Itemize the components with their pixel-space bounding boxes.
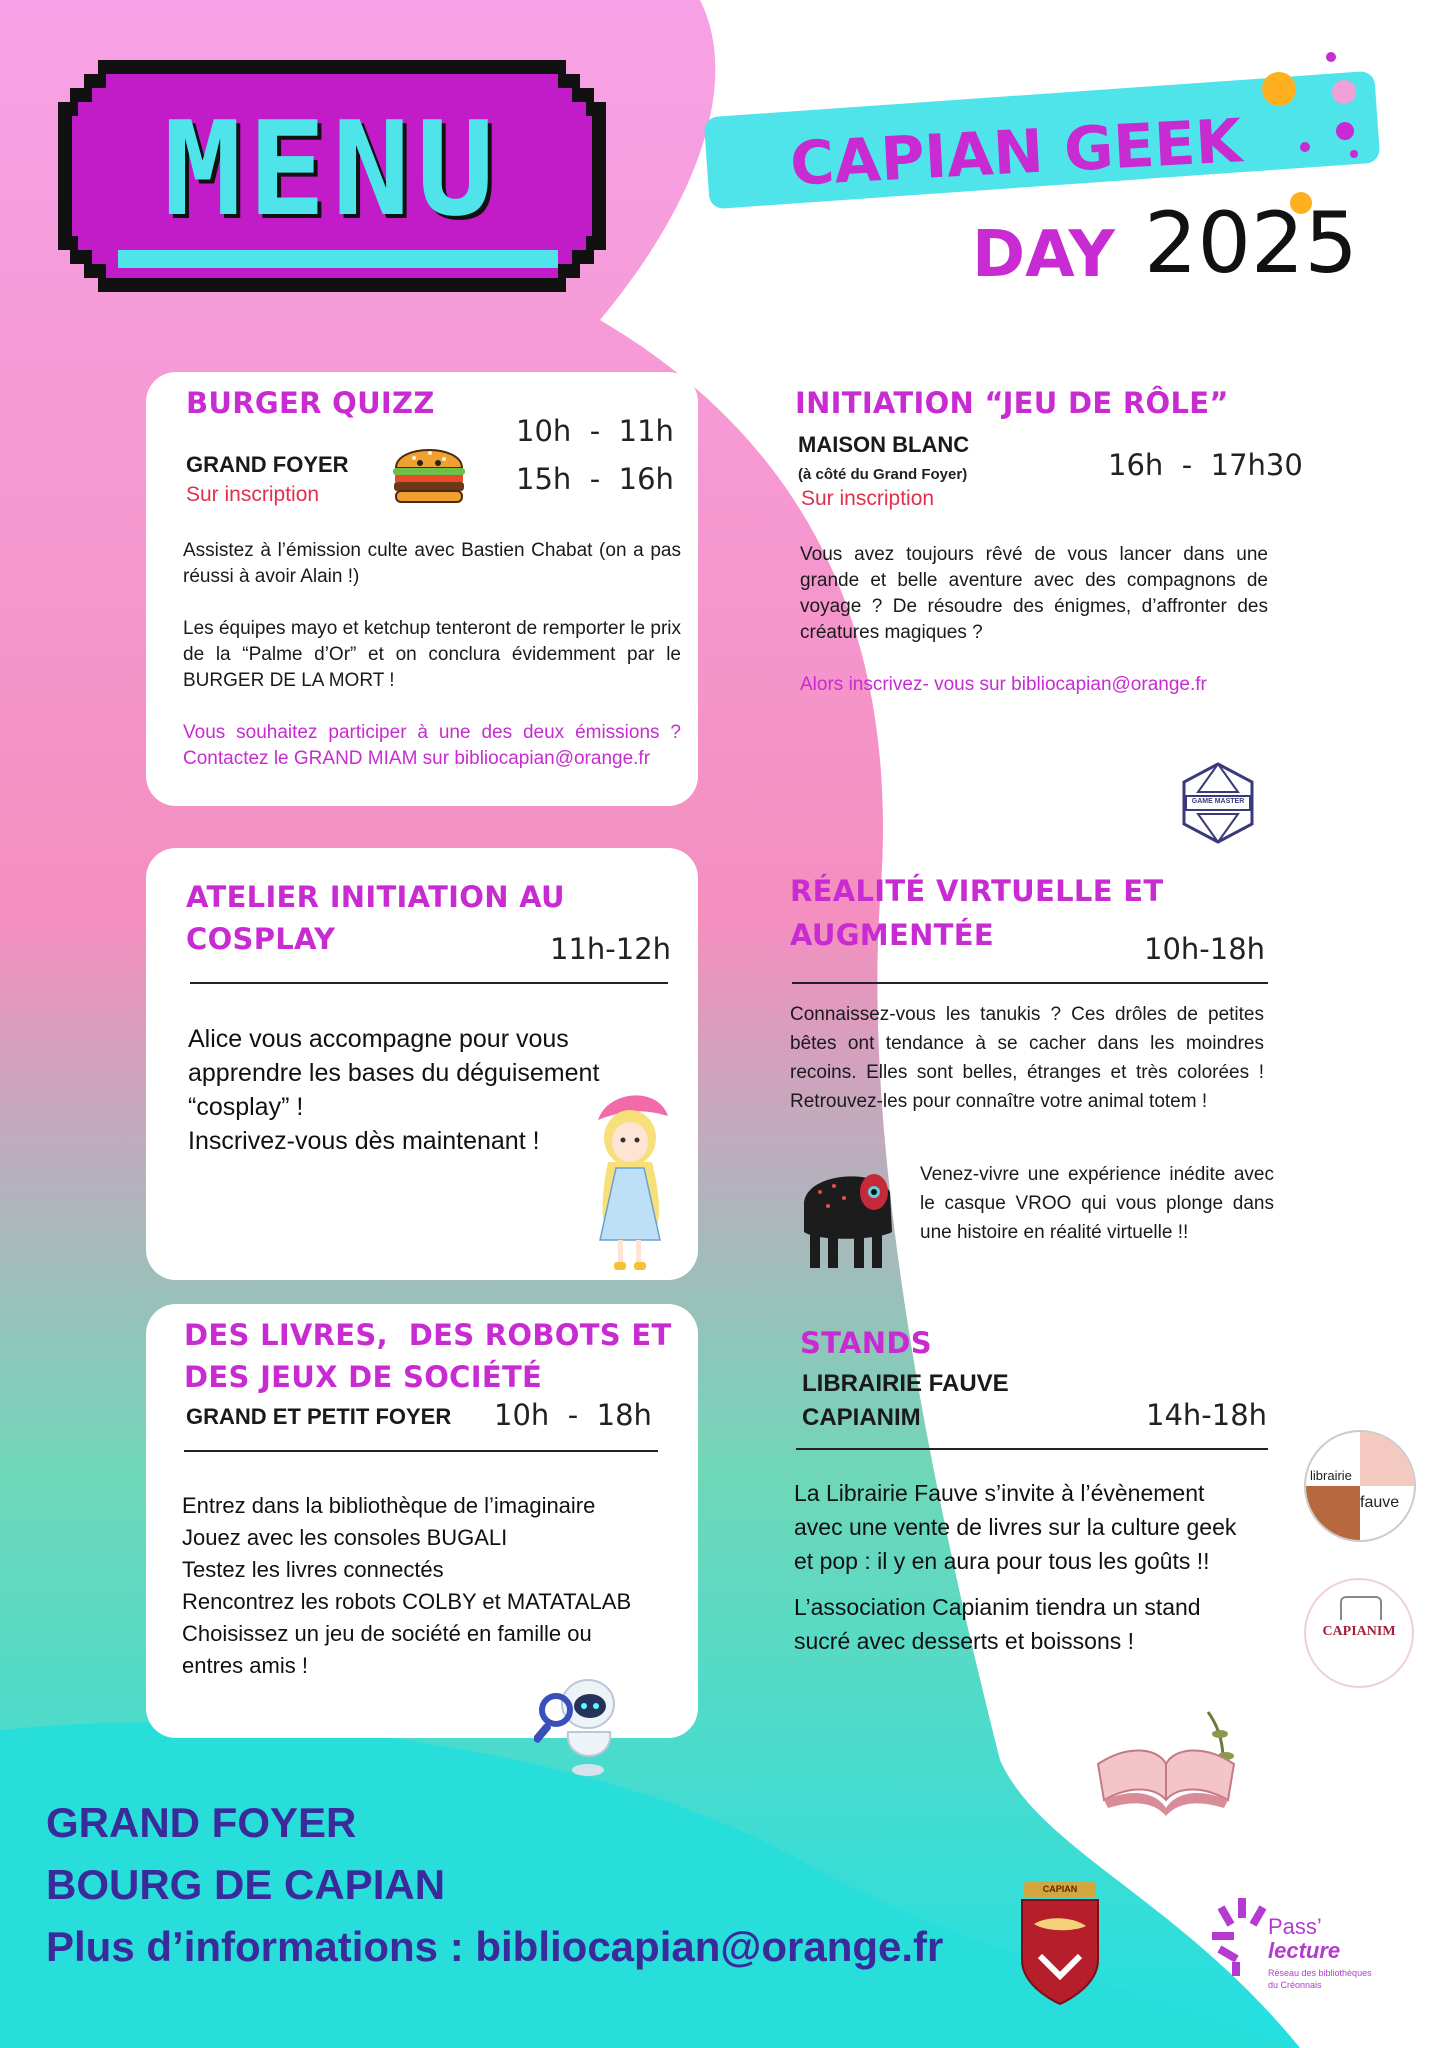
livres-line-2: Jouez avec les consoles BUGALI bbox=[182, 1525, 508, 1550]
livres-list bbox=[182, 1490, 662, 1682]
menu-word: MENU bbox=[163, 93, 501, 245]
stands-title: STANDS bbox=[800, 1326, 932, 1360]
burger-time-2: 15h - 16h bbox=[516, 462, 674, 496]
librairie-logo-bottom: fauve bbox=[1360, 1494, 1400, 1511]
cosplay-line-4: Inscrivez-vous dès maintenant ! bbox=[188, 1127, 540, 1155]
pass-lecture-line-2: lecture bbox=[1268, 1938, 1341, 1963]
capian-crest-logo bbox=[1016, 1880, 1104, 2008]
jdr-time: 16h - 17h30 bbox=[1108, 448, 1303, 482]
livres-divider bbox=[184, 1450, 658, 1452]
event-year: 2025 bbox=[1144, 194, 1358, 292]
livres-line-1: Entrez dans la bibliothèque de l’imaginaire bbox=[182, 1493, 596, 1518]
cosplay-description bbox=[188, 1022, 648, 1158]
game-master-label: GAME MASTER bbox=[1191, 798, 1245, 805]
cosplay-line-2: apprendre les bases du déguisement bbox=[188, 1059, 600, 1087]
cosplay-line-3: “cosplay” ! bbox=[188, 1093, 304, 1121]
jdr-signup: Sur inscription bbox=[801, 487, 935, 510]
burger-paragraph-2: Les équipes mayo et ketchup tenteront de remporter le prix de la “Palme d’Or” et on conclura évidemment par le BURGER DE LA MORT ! bbox=[183, 618, 681, 691]
stands-divider bbox=[796, 1448, 1268, 1450]
pass-lecture-line-1: Pass’ bbox=[1268, 1914, 1322, 1939]
burger-time-1: 10h - 11h bbox=[516, 414, 674, 448]
cosplay-title-line2: COSPLAY bbox=[186, 922, 336, 956]
event-title-line1: CAPIAN GEEK bbox=[788, 106, 1244, 200]
jdr-description bbox=[800, 542, 1268, 724]
burger-signup: Sur inscription bbox=[186, 483, 320, 506]
footer-address bbox=[46, 1792, 943, 1978]
burger-description bbox=[183, 538, 681, 798]
livres-line-5: Choisissez un jeu de société en famille ou bbox=[182, 1621, 592, 1646]
event-day: DAY bbox=[972, 218, 1115, 292]
jdr-contact: Alors inscrivez- vous sur bibliocapian@orange.fr bbox=[800, 674, 1207, 695]
burger-place: GRAND FOYER bbox=[186, 452, 349, 477]
pass-lecture-sub-2: du Créonnais bbox=[1268, 1980, 1322, 1990]
librairie-logo-top: librairie bbox=[1310, 1468, 1352, 1483]
vr-title-line1: RÉALITÉ VIRTUELLE ET bbox=[790, 874, 1164, 908]
jdr-place-note: (à côté du Grand Foyer) bbox=[798, 466, 968, 483]
cosplay-title-line1: ATELIER INITIATION AU bbox=[186, 880, 565, 914]
footer-info: Plus d’informations : bibliocapian@orange.fr bbox=[46, 1923, 944, 1970]
stands-paragraph-2: L’association Capianim tiendra un stand sucré avec desserts et boissons ! bbox=[794, 1594, 1201, 1654]
stands-paragraph-1: La Librairie Fauve s’invite à l’évènement avec une vente de livres sur la culture geek et pop : il y en aura pour tous les goûts !! bbox=[794, 1480, 1237, 1574]
jdr-place: MAISON BLANC bbox=[798, 432, 970, 457]
stands-time: 14h-18h bbox=[1146, 1398, 1268, 1432]
capian-crest-label: CAPIAN bbox=[1042, 1884, 1078, 1894]
stands-description bbox=[794, 1476, 1244, 1658]
vr-experience: Venez-vivre une expérience inédite avec le casque VROO qui vous plonge dans une histoire en réalité virtuelle !! bbox=[920, 1164, 1274, 1243]
vr-title-line2: AUGMENTÉE bbox=[790, 918, 994, 952]
burger-title: BURGER QUIZZ bbox=[186, 386, 435, 420]
capianim-logo bbox=[1304, 1578, 1414, 1688]
stands-name-1: LIBRAIRIE FAUVE bbox=[802, 1370, 1009, 1397]
jdr-title: INITIATION “JEU DE RÔLE” bbox=[795, 386, 1229, 420]
cosplay-time: 11h-12h bbox=[550, 932, 672, 966]
pass-lecture-logo bbox=[1212, 1894, 1392, 2004]
cosplay-divider bbox=[190, 982, 668, 984]
robot-illustration bbox=[534, 1674, 626, 1778]
cosplay-line-1: Alice vous accompagne pour vous bbox=[188, 1025, 569, 1053]
tanuki-illustration bbox=[798, 1162, 898, 1272]
open-book-illustration bbox=[1088, 1704, 1244, 1824]
vr-description: Connaissez-vous les tanukis ? Ces drôles de petites bêtes ont tendance à se cacher dans les moindres recoins. Elles sont belles, étranges et très colorées ! Retrouvez-les pour connaître votre animal totem ! bbox=[790, 1004, 1264, 1112]
burger-contact: Vous souhaitez participer à une des deux émissions ? Contactez le GRAND MIAM sur bibliocapian@orange.fr bbox=[183, 722, 681, 769]
livres-line-6: entres amis ! bbox=[182, 1653, 308, 1678]
livres-line-3: Testez les livres connectés bbox=[182, 1557, 444, 1582]
pass-lecture-sub-1: Réseau des bibliothèques bbox=[1268, 1968, 1372, 1978]
vr-time: 10h-18h bbox=[1144, 932, 1266, 966]
livres-place: GRAND ET PETIT FOYER bbox=[186, 1404, 452, 1429]
jdr-paragraph-1: Vous avez toujours rêvé de vous lancer dans une grande et belle aventure avec des compagnons de voyage ? De résoudre des énigmes, d’affronter des créatures magiques ? bbox=[800, 544, 1268, 643]
cosplay-girl-illustration bbox=[588, 1090, 672, 1280]
burger-icon bbox=[390, 438, 468, 506]
livres-title-line1: DES LIVRES, DES ROBOTS ET bbox=[184, 1318, 672, 1352]
stands-name-2: CAPIANIM bbox=[802, 1404, 921, 1431]
vr-divider bbox=[792, 982, 1268, 984]
livres-time: 10h - 18h bbox=[494, 1398, 652, 1432]
game-master-dice-icon bbox=[1180, 762, 1256, 844]
livres-line-4: Rencontrez les robots COLBY et MATATALAB bbox=[182, 1589, 632, 1614]
footer-line-2: BOURG DE CAPIAN bbox=[46, 1861, 446, 1908]
footer-line-1: GRAND FOYER bbox=[46, 1799, 357, 1846]
librairie-fauve-logo bbox=[1304, 1430, 1416, 1542]
livres-title-line2: DES JEUX DE SOCIÉTÉ bbox=[184, 1360, 543, 1394]
burger-paragraph-1: Assistez à l’émission culte avec Bastien Chabat (on a pas réussi à avoir Alain !) bbox=[183, 540, 681, 587]
menu-sign bbox=[58, 60, 606, 292]
capianim-logo-text: CAPIANIM bbox=[1322, 1624, 1396, 1639]
